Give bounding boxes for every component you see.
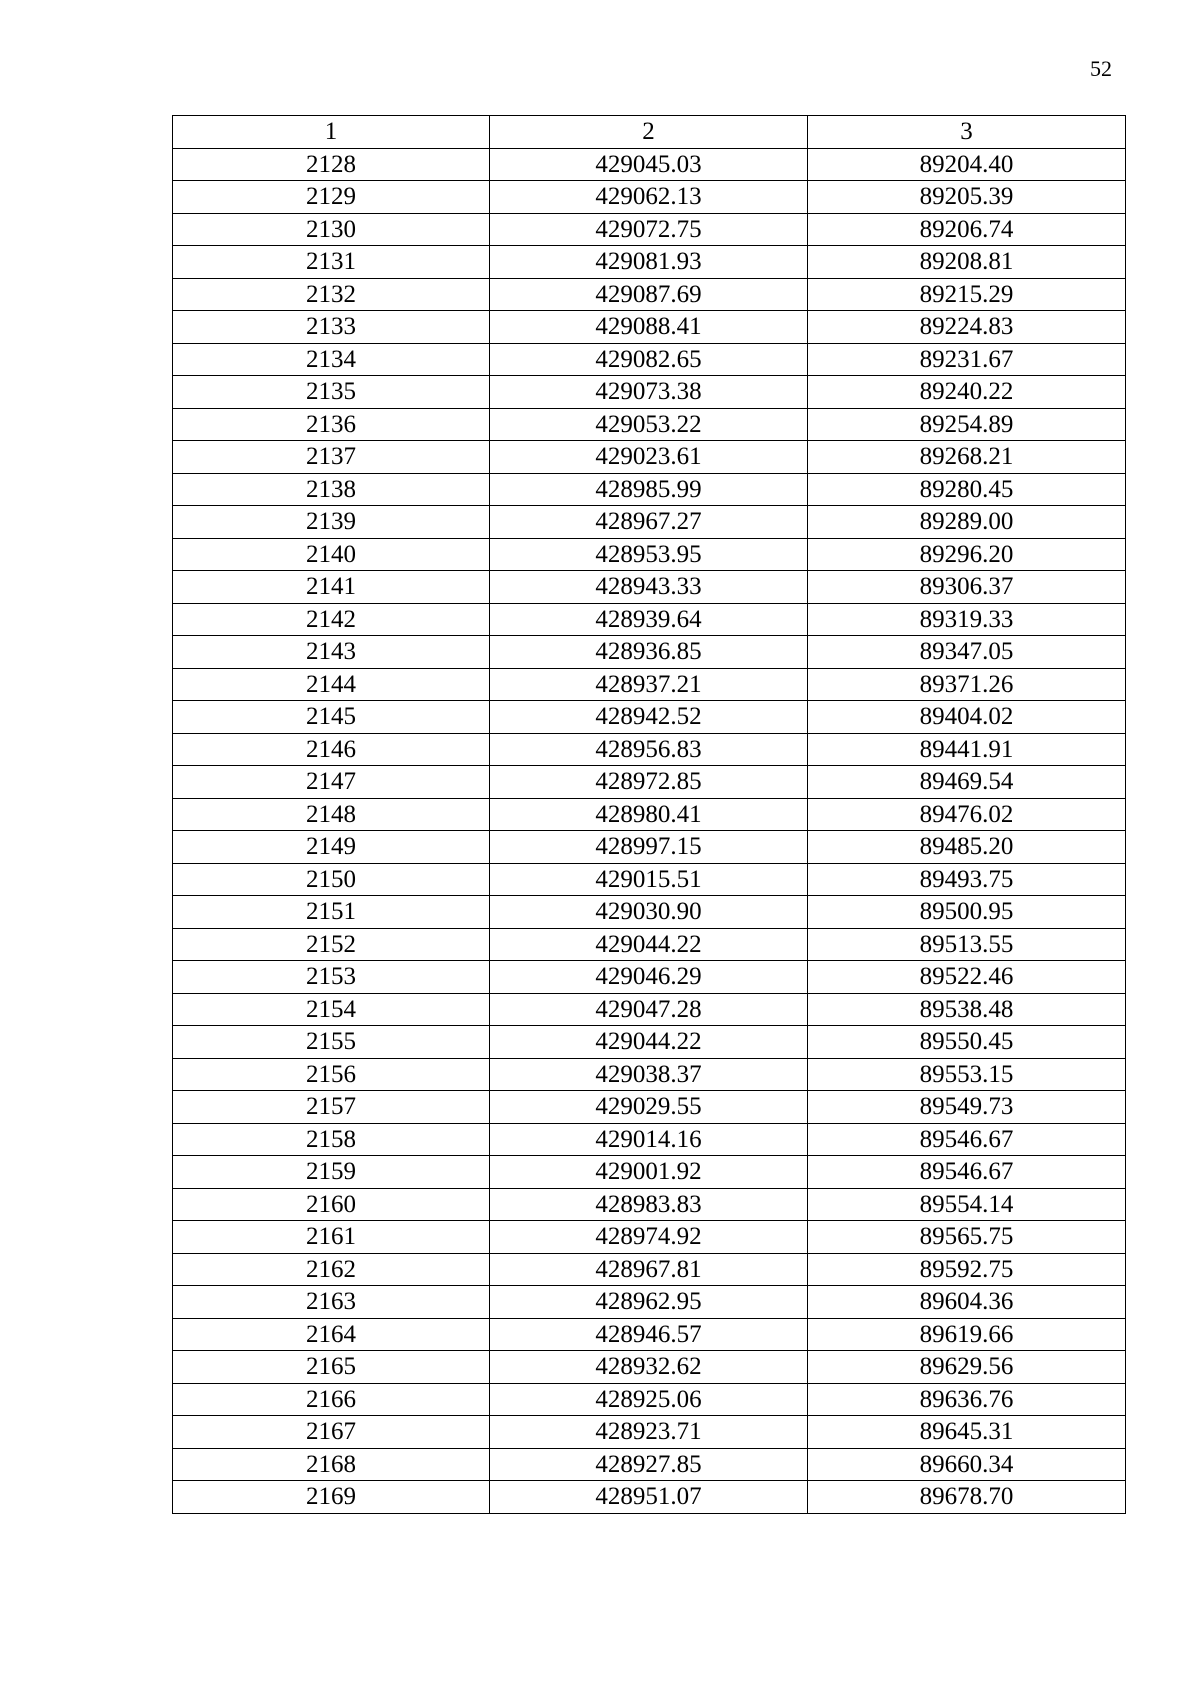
y-coordinate-cell: 89240.22 (808, 376, 1126, 409)
x-coordinate-cell: 428936.85 (490, 636, 808, 669)
x-coordinate-cell: 428932.62 (490, 1351, 808, 1384)
point-number-cell: 2141 (173, 571, 490, 604)
x-coordinate-cell: 429081.93 (490, 246, 808, 279)
point-number-cell: 2144 (173, 668, 490, 701)
x-coordinate-cell: 429044.22 (490, 1026, 808, 1059)
point-number-cell: 2133 (173, 311, 490, 344)
point-number-cell: 2148 (173, 798, 490, 831)
x-coordinate-cell: 429014.16 (490, 1123, 808, 1156)
point-number-cell: 2130 (173, 213, 490, 246)
y-coordinate-cell: 89268.21 (808, 441, 1126, 474)
x-coordinate-cell: 428997.15 (490, 831, 808, 864)
y-coordinate-cell: 89205.39 (808, 181, 1126, 214)
table-row (173, 246, 1126, 279)
table-row (173, 278, 1126, 311)
y-coordinate-cell: 89231.67 (808, 343, 1126, 376)
x-coordinate-cell: 429087.69 (490, 278, 808, 311)
y-coordinate-cell: 89206.74 (808, 213, 1126, 246)
table-header-row (173, 116, 1126, 149)
point-number-cell: 2166 (173, 1383, 490, 1416)
point-number-cell: 2132 (173, 278, 490, 311)
x-coordinate-cell: 429044.22 (490, 928, 808, 961)
x-coordinate-cell: 429001.92 (490, 1156, 808, 1189)
y-coordinate-cell: 89280.45 (808, 473, 1126, 506)
y-coordinate-cell: 89493.75 (808, 863, 1126, 896)
table-row (173, 1351, 1126, 1384)
table-row (173, 1416, 1126, 1449)
point-number-cell: 2156 (173, 1058, 490, 1091)
x-coordinate-cell: 429046.29 (490, 961, 808, 994)
x-coordinate-cell: 429082.65 (490, 343, 808, 376)
x-coordinate-cell: 428953.95 (490, 538, 808, 571)
point-number-cell: 2131 (173, 246, 490, 279)
point-number-cell: 2165 (173, 1351, 490, 1384)
table-body (173, 116, 1126, 1514)
y-coordinate-cell: 89538.48 (808, 993, 1126, 1026)
x-coordinate-cell: 428985.99 (490, 473, 808, 506)
x-coordinate-cell: 428925.06 (490, 1383, 808, 1416)
column-header-3: 3 (808, 116, 1126, 149)
point-number-cell: 2159 (173, 1156, 490, 1189)
table-row (173, 1026, 1126, 1059)
x-coordinate-cell: 428983.83 (490, 1188, 808, 1221)
table-row (173, 668, 1126, 701)
y-coordinate-cell: 89208.81 (808, 246, 1126, 279)
table-row (173, 896, 1126, 929)
point-number-cell: 2137 (173, 441, 490, 474)
x-coordinate-cell: 429072.75 (490, 213, 808, 246)
x-coordinate-cell: 429047.28 (490, 993, 808, 1026)
point-number-cell: 2139 (173, 506, 490, 539)
point-number-cell: 2164 (173, 1318, 490, 1351)
x-coordinate-cell: 429088.41 (490, 311, 808, 344)
y-coordinate-cell: 89306.37 (808, 571, 1126, 604)
point-number-cell: 2160 (173, 1188, 490, 1221)
point-number-cell: 2167 (173, 1416, 490, 1449)
y-coordinate-cell: 89592.75 (808, 1253, 1126, 1286)
x-coordinate-cell: 428967.27 (490, 506, 808, 539)
x-coordinate-cell: 429062.13 (490, 181, 808, 214)
point-number-cell: 2136 (173, 408, 490, 441)
point-number-cell: 2151 (173, 896, 490, 929)
point-number-cell: 2153 (173, 961, 490, 994)
x-coordinate-cell: 428927.85 (490, 1448, 808, 1481)
table-row (173, 473, 1126, 506)
table-row (173, 1091, 1126, 1124)
y-coordinate-cell: 89469.54 (808, 766, 1126, 799)
table-row (173, 1286, 1126, 1319)
point-number-cell: 2158 (173, 1123, 490, 1156)
y-coordinate-cell: 89550.45 (808, 1026, 1126, 1059)
x-coordinate-cell: 429053.22 (490, 408, 808, 441)
point-number-cell: 2161 (173, 1221, 490, 1254)
y-coordinate-cell: 89678.70 (808, 1481, 1126, 1514)
y-coordinate-cell: 89553.15 (808, 1058, 1126, 1091)
point-number-cell: 2152 (173, 928, 490, 961)
x-coordinate-cell: 429073.38 (490, 376, 808, 409)
x-coordinate-cell: 429030.90 (490, 896, 808, 929)
point-number-cell: 2142 (173, 603, 490, 636)
table-row (173, 766, 1126, 799)
table-row (173, 1123, 1126, 1156)
table-row (173, 213, 1126, 246)
point-number-cell: 2155 (173, 1026, 490, 1059)
y-coordinate-cell: 89629.56 (808, 1351, 1126, 1384)
table-row (173, 181, 1126, 214)
y-coordinate-cell: 89319.33 (808, 603, 1126, 636)
point-number-cell: 2146 (173, 733, 490, 766)
y-coordinate-cell: 89404.02 (808, 701, 1126, 734)
point-number-cell: 2143 (173, 636, 490, 669)
x-coordinate-cell: 428972.85 (490, 766, 808, 799)
table-row (173, 1318, 1126, 1351)
x-coordinate-cell: 429023.61 (490, 441, 808, 474)
table-row (173, 571, 1126, 604)
x-coordinate-cell: 428942.52 (490, 701, 808, 734)
table-row (173, 733, 1126, 766)
table-row (173, 636, 1126, 669)
y-coordinate-cell: 89660.34 (808, 1448, 1126, 1481)
y-coordinate-cell: 89289.00 (808, 506, 1126, 539)
table-row (173, 993, 1126, 1026)
y-coordinate-cell: 89549.73 (808, 1091, 1126, 1124)
y-coordinate-cell: 89500.95 (808, 896, 1126, 929)
x-coordinate-cell: 428962.95 (490, 1286, 808, 1319)
x-coordinate-cell: 428967.81 (490, 1253, 808, 1286)
y-coordinate-cell: 89224.83 (808, 311, 1126, 344)
y-coordinate-cell: 89215.29 (808, 278, 1126, 311)
x-coordinate-cell: 428980.41 (490, 798, 808, 831)
table-row (173, 1156, 1126, 1189)
y-coordinate-cell: 89254.89 (808, 408, 1126, 441)
x-coordinate-cell: 428923.71 (490, 1416, 808, 1449)
table-row (173, 376, 1126, 409)
table-row (173, 1253, 1126, 1286)
point-number-cell: 2157 (173, 1091, 490, 1124)
point-number-cell: 2140 (173, 538, 490, 571)
coordinates-table (172, 115, 1126, 1514)
table-row (173, 961, 1126, 994)
column-header-2: 2 (490, 116, 808, 149)
y-coordinate-cell: 89204.40 (808, 148, 1126, 181)
x-coordinate-cell: 429015.51 (490, 863, 808, 896)
point-number-cell: 2150 (173, 863, 490, 896)
table-row (173, 1448, 1126, 1481)
x-coordinate-cell: 428943.33 (490, 571, 808, 604)
table-row (173, 798, 1126, 831)
x-coordinate-cell: 429029.55 (490, 1091, 808, 1124)
point-number-cell: 2162 (173, 1253, 490, 1286)
y-coordinate-cell: 89619.66 (808, 1318, 1126, 1351)
point-number-cell: 2163 (173, 1286, 490, 1319)
table-row (173, 863, 1126, 896)
y-coordinate-cell: 89565.75 (808, 1221, 1126, 1254)
table-row (173, 311, 1126, 344)
y-coordinate-cell: 89546.67 (808, 1156, 1126, 1189)
y-coordinate-cell: 89604.36 (808, 1286, 1126, 1319)
point-number-cell: 2169 (173, 1481, 490, 1514)
table-row (173, 538, 1126, 571)
y-coordinate-cell: 89554.14 (808, 1188, 1126, 1221)
x-coordinate-cell: 428939.64 (490, 603, 808, 636)
point-number-cell: 2135 (173, 376, 490, 409)
x-coordinate-cell: 428956.83 (490, 733, 808, 766)
table-row (173, 441, 1126, 474)
point-number-cell: 2134 (173, 343, 490, 376)
table-row (173, 343, 1126, 376)
y-coordinate-cell: 89546.67 (808, 1123, 1126, 1156)
point-number-cell: 2168 (173, 1448, 490, 1481)
table-row (173, 603, 1126, 636)
x-coordinate-cell: 428946.57 (490, 1318, 808, 1351)
point-number-cell: 2147 (173, 766, 490, 799)
x-coordinate-cell: 429045.03 (490, 148, 808, 181)
y-coordinate-cell: 89485.20 (808, 831, 1126, 864)
y-coordinate-cell: 89522.46 (808, 961, 1126, 994)
table-row (173, 831, 1126, 864)
point-number-cell: 2145 (173, 701, 490, 734)
page-number: 52 (1090, 56, 1112, 81)
table-row (173, 506, 1126, 539)
y-coordinate-cell: 89441.91 (808, 733, 1126, 766)
y-coordinate-cell: 89476.02 (808, 798, 1126, 831)
table-row (173, 1383, 1126, 1416)
table-row (173, 1481, 1126, 1514)
point-number-cell: 2138 (173, 473, 490, 506)
table-row (173, 148, 1126, 181)
table-row (173, 928, 1126, 961)
table-row (173, 408, 1126, 441)
x-coordinate-cell: 428951.07 (490, 1481, 808, 1514)
y-coordinate-cell: 89645.31 (808, 1416, 1126, 1449)
y-coordinate-cell: 89513.55 (808, 928, 1126, 961)
x-coordinate-cell: 428937.21 (490, 668, 808, 701)
point-number-cell: 2128 (173, 148, 490, 181)
point-number-cell: 2129 (173, 181, 490, 214)
y-coordinate-cell: 89347.05 (808, 636, 1126, 669)
point-number-cell: 2154 (173, 993, 490, 1026)
x-coordinate-cell: 428974.92 (490, 1221, 808, 1254)
table-row (173, 1058, 1126, 1091)
table-row (173, 1221, 1126, 1254)
y-coordinate-cell: 89636.76 (808, 1383, 1126, 1416)
table-row (173, 701, 1126, 734)
column-header-1: 1 (173, 116, 490, 149)
table-row (173, 1188, 1126, 1221)
y-coordinate-cell: 89296.20 (808, 538, 1126, 571)
point-number-cell: 2149 (173, 831, 490, 864)
x-coordinate-cell: 429038.37 (490, 1058, 808, 1091)
y-coordinate-cell: 89371.26 (808, 668, 1126, 701)
